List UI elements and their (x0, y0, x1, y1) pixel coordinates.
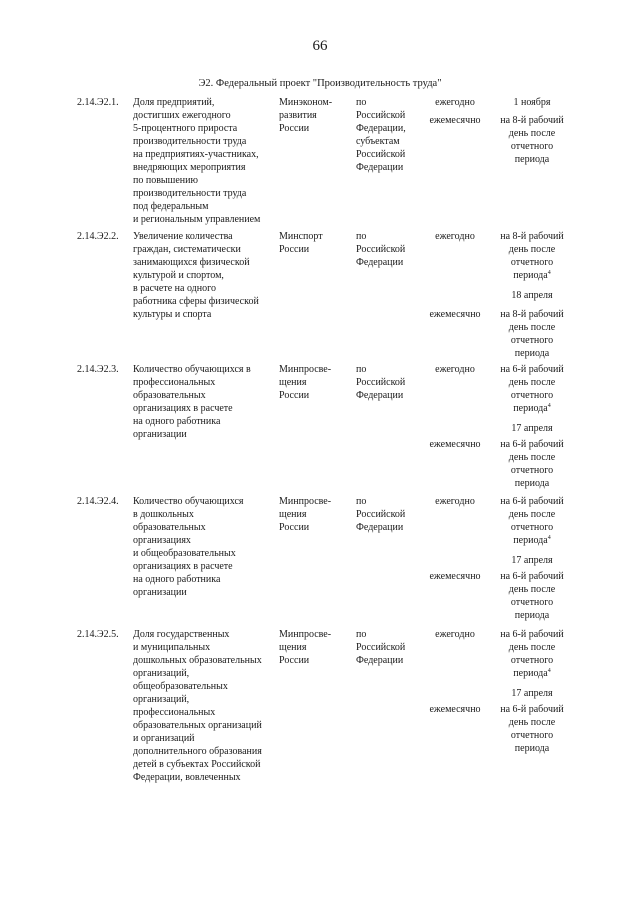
deadline-text: день после (508, 244, 556, 255)
description-line: образовательных (133, 390, 206, 401)
deadline (492, 308, 572, 360)
deadline-line (492, 742, 572, 755)
agency-line: России (279, 244, 310, 255)
deadline-extra: 17 апреля (511, 555, 553, 566)
deadline-text: на 6-й рабочий (500, 704, 564, 715)
deadline-line (492, 667, 572, 680)
scope-line: по (356, 97, 367, 108)
description-line: и муниципальных (133, 642, 211, 653)
deadline-line (492, 451, 572, 464)
description-line: и региональным управлением (133, 214, 261, 225)
deadline-line (492, 308, 572, 321)
deadline-line (492, 570, 572, 583)
periodicity: ежемесячно (429, 439, 481, 450)
indicator-description (133, 628, 275, 784)
periodicity: ежегодно (435, 364, 475, 375)
deadline-line (492, 256, 572, 269)
deadline-text: на 8-й рабочий (500, 115, 564, 126)
deadline-text: день после (508, 128, 556, 139)
description-line: по повышению (133, 175, 198, 186)
responsible-agency (279, 363, 347, 402)
responsible-agency (279, 628, 347, 667)
deadline-text: на 6-й рабочий (500, 439, 564, 450)
deadline-line (492, 477, 572, 490)
deadline-text: периода (513, 668, 548, 679)
scope-line: по (356, 496, 367, 507)
description-line: организациях в расчете (133, 561, 233, 572)
deadline-line (492, 140, 572, 153)
deadline-line (492, 269, 572, 282)
indicator-code: 2.14.Э2.2. (77, 231, 119, 242)
deadline-text: отчетного (510, 730, 554, 741)
description-line: Федерации, вовлеченных (133, 772, 241, 783)
deadline-text: периода (513, 403, 548, 414)
description-line: организаций, (133, 694, 190, 705)
deadline-text: отчетного (510, 390, 554, 401)
footnote-marker: 4 (547, 668, 551, 674)
description-line: на предприятиях-участниках, (133, 149, 259, 160)
deadline-text: отчетного (510, 141, 554, 152)
deadline-text: на 8-й рабочий (500, 309, 564, 320)
deadline-text: отчетного (510, 335, 554, 346)
deadline-line (492, 464, 572, 477)
deadline-text: отчетного (510, 597, 554, 608)
description-line: организациях в расчете (133, 403, 233, 414)
deadline-extra: 17 апреля (511, 688, 553, 699)
description-line: внедряющих мероприятия (133, 162, 246, 173)
periodicity: ежегодно (435, 496, 475, 507)
scope-line: Федерации (356, 162, 404, 173)
footnote-marker: 4 (547, 535, 551, 541)
description-line: общеобразовательных (133, 681, 228, 692)
agency-line: Минпросве- (279, 496, 332, 507)
agency-line: Минпросве- (279, 629, 332, 640)
periodicity: ежегодно (435, 231, 475, 242)
deadline (492, 570, 572, 622)
periodicity: ежегодно (435, 629, 475, 640)
agency-line: развития (279, 110, 317, 121)
description-line: Количество обучающихся (133, 496, 244, 507)
deadline-line (492, 521, 572, 534)
indicator-code: 2.14.Э2.1. (77, 97, 119, 108)
periodicity: ежемесячно (429, 704, 481, 715)
description-line: Доля предприятий, (133, 97, 215, 108)
deadline-text: на 6-й рабочий (500, 571, 564, 582)
description-line: 5-процентного прироста (133, 123, 238, 134)
footnote-marker: 4 (547, 403, 551, 409)
agency-line: щения (279, 509, 307, 520)
description-line: Увеличение количества (133, 231, 233, 242)
deadline-line (492, 583, 572, 596)
deadline-text: на 6-й рабочий (500, 496, 564, 507)
agency-line: Минпросве- (279, 364, 332, 375)
deadline-line (492, 114, 572, 127)
deadline-text: периода (514, 348, 550, 359)
scope-line: Федерации (356, 522, 404, 533)
description-line: и общеобразовательных (133, 548, 236, 559)
description-line: профессиональных (133, 377, 216, 388)
description-line: детей в субъектах Российской (133, 759, 261, 770)
deadline-line (492, 96, 572, 109)
deadline (492, 363, 572, 435)
deadline-text: периода (514, 478, 550, 489)
scope-line: Федерации (356, 655, 404, 666)
indicator-code: 2.14.Э2.5. (77, 629, 119, 640)
agency-line: России (279, 390, 310, 401)
deadline-line (492, 389, 572, 402)
description-line: на одного работника (133, 416, 221, 427)
scope-line: Российской (356, 642, 406, 653)
description-line: производительности труда (133, 188, 247, 199)
deadline-text: отчетного (510, 465, 554, 476)
agency-line: щения (279, 642, 307, 653)
deadline-text: день после (508, 509, 556, 520)
description-line: достигших ежегодного (133, 110, 231, 121)
deadline-line (492, 376, 572, 389)
deadline-line (492, 127, 572, 140)
indicator-description (133, 230, 275, 321)
agency-line: России (279, 655, 310, 666)
deadline-text: периода (513, 535, 548, 546)
description-line: производительности труда (133, 136, 247, 147)
indicator-code: 2.14.Э2.4. (77, 496, 119, 507)
deadline-line (492, 596, 572, 609)
description-line: образовательных (133, 522, 206, 533)
deadline-line (492, 402, 572, 415)
description-line: дошкольных образовательных (133, 655, 262, 666)
deadline-text: периода (514, 610, 550, 621)
deadline (492, 628, 572, 700)
description-line: образовательных организаций (133, 720, 262, 731)
deadline-line (492, 438, 572, 451)
deadline-text: периода (514, 154, 550, 165)
deadline-line (492, 729, 572, 742)
deadline-line (492, 153, 572, 166)
periodicity: ежемесячно (429, 309, 481, 320)
scope-line: Российской (356, 377, 406, 388)
deadline-text: на 6-й рабочий (500, 364, 564, 375)
page-number: 66 (312, 38, 328, 54)
description-line: организаций, (133, 668, 190, 679)
deadline (492, 495, 572, 567)
description-line: на одного работника (133, 574, 221, 585)
description-line: профессиональных (133, 707, 216, 718)
scope-line: по (356, 364, 367, 375)
description-line: культуры и спорта (133, 309, 212, 320)
deadline-line (492, 347, 572, 360)
scope-line: Российской (356, 149, 406, 160)
deadline-text: день после (508, 377, 556, 388)
scope-line: по (356, 231, 367, 242)
periodicity: ежемесячно (429, 115, 481, 126)
deadline-text: на 6-й рабочий (500, 629, 564, 640)
deadline (492, 703, 572, 755)
description-line: в дошкольных (133, 509, 194, 520)
deadline-line (492, 703, 572, 716)
deadline-line (492, 508, 572, 521)
indicator-code: 2.14.Э2.3. (77, 364, 119, 375)
deadline-text: на 8-й рабочий (500, 231, 564, 242)
scope-line: субъектам (356, 136, 400, 147)
scope-line: Федерации (356, 257, 404, 268)
scope-line: Российской (356, 509, 406, 520)
responsible-agency (279, 230, 347, 256)
description-line: Количество обучающихся в (133, 364, 251, 375)
deadline (492, 96, 572, 109)
deadline-text: 1 ноября (513, 97, 551, 108)
deadline-text: день после (508, 642, 556, 653)
scope-line: по (356, 629, 367, 640)
agency-line: России (279, 522, 310, 533)
deadline-text: периода (514, 743, 550, 754)
deadline-extra: 18 апреля (511, 290, 553, 301)
description-line: под федеральным (133, 201, 209, 212)
deadline-line (492, 495, 572, 508)
description-line: в расчете на одного (133, 283, 216, 294)
deadline-text: день после (508, 584, 556, 595)
deadline-line (492, 609, 572, 622)
indicator-description (133, 363, 275, 441)
deadline-text: день после (508, 452, 556, 463)
scope-line: Российской (356, 110, 406, 121)
agency-line: России (279, 123, 310, 134)
deadline-line (492, 334, 572, 347)
scope-line: Федерации, (356, 123, 406, 134)
deadline-line (492, 363, 572, 376)
description-line: культурой и спортом, (133, 270, 224, 281)
deadline-text: периода (513, 270, 548, 281)
deadline-text: отчетного (510, 257, 554, 268)
deadline-extra: 17 апреля (511, 423, 553, 434)
description-line: и организаций (133, 733, 195, 744)
indicator-description (133, 96, 275, 226)
deadline-line (492, 243, 572, 256)
deadline (492, 114, 572, 166)
deadline-line (492, 230, 572, 243)
deadline (492, 230, 572, 302)
agency-line: Минэконом- (279, 97, 333, 108)
description-line: организациях (133, 535, 191, 546)
footnote-marker: 4 (547, 270, 551, 276)
deadline-text: отчетного (510, 522, 554, 533)
deadline (492, 438, 572, 490)
deadline-text: день после (508, 717, 556, 728)
deadline-line (492, 641, 572, 654)
periodicity: ежегодно (435, 97, 475, 108)
description-line: организации (133, 587, 187, 598)
agency-line: Минспорт (279, 231, 323, 242)
deadline-text: день после (508, 322, 556, 333)
description-line: организации (133, 429, 187, 440)
description-line: занимающихся физической (133, 257, 250, 268)
responsible-agency (279, 96, 347, 135)
indicator-description (133, 495, 275, 599)
section-title: Э2. Федеральный проект "Производительность труда" (198, 78, 442, 89)
description-line: дополнительного образования (133, 746, 262, 757)
scope-line: Федерации (356, 390, 404, 401)
description-line: граждан, систематически (133, 244, 241, 255)
deadline-line (492, 654, 572, 667)
responsible-agency (279, 495, 347, 534)
description-line: Доля государственных (133, 629, 230, 640)
deadline-line (492, 628, 572, 641)
deadline-line (492, 321, 572, 334)
description-line: работника сферы физической (133, 296, 259, 307)
deadline-line (492, 716, 572, 729)
deadline-text: отчетного (510, 655, 554, 666)
deadline-line (492, 534, 572, 547)
periodicity: ежемесячно (429, 571, 481, 582)
agency-line: щения (279, 377, 307, 388)
scope-line: Российской (356, 244, 406, 255)
